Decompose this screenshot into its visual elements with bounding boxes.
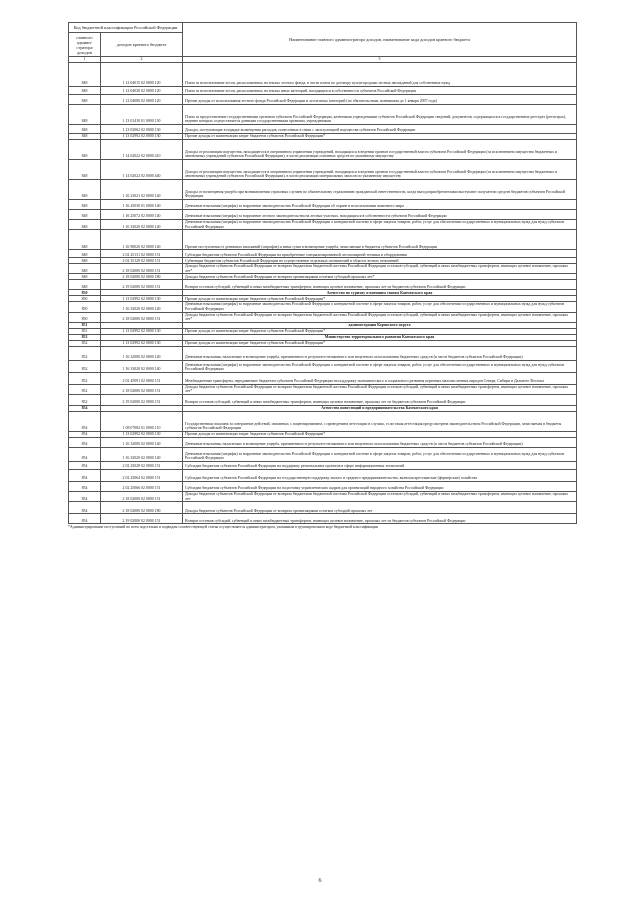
cell-admin-code: 854 — [69, 514, 101, 524]
cell-revenue-code: 2 18 02000 02 0000 151 — [101, 384, 183, 394]
table-row — [69, 210, 577, 220]
cell-admin-code: 854 — [69, 461, 101, 469]
table-row — [69, 360, 577, 372]
revenue-admin-table — [68, 22, 577, 524]
revenue-admin-table-sheet — [68, 22, 576, 530]
cell-revenue-name: Агентство инвестиций и предпринимательства Камчатского края — [183, 405, 577, 411]
cell-revenue-code: 2 02 25066 02 0000 151 — [101, 481, 183, 491]
cell-admin-code: 852 — [69, 394, 101, 405]
cell-revenue-code: 1 13 02992 02 0000 130 — [101, 134, 183, 140]
cell-revenue-code: 2 18 02000 02 0000 180 — [101, 274, 183, 280]
cell-revenue-code: 1 16 33020 02 0000 140 — [101, 360, 183, 372]
cell-admin-code: 848 — [69, 180, 101, 200]
cell-revenue-name: Денежные взыскания (штрафы) за нарушение законодательства Российской Федерации о контрактной системе в сфере закупок товаров, работ, услуг для обеспечения государственных и муниципальных нужд для нужд субъектов Российской Федерации — [183, 302, 577, 312]
cell-admin-code: 851 — [69, 328, 101, 334]
table-row — [69, 180, 577, 200]
cell-revenue-code: 1 12 04030 02 0000 120 — [101, 87, 183, 95]
cell-admin-code: 848 — [69, 140, 101, 160]
cell-revenue-name: Возврат остатков субсидий, субвенций и иных межбюджетных трансфертов, имеющих целевое назначение, прошлых лет из бюджетов субъектов Российской Федерации — [183, 514, 577, 524]
cell-revenue-code: 1 08 07082 01 0000 110 — [101, 411, 183, 431]
table-row — [69, 200, 577, 210]
table-row — [69, 461, 577, 469]
cell-admin-code: 848 — [69, 95, 101, 105]
cell-admin-code: 848 — [69, 258, 101, 264]
cell-revenue-code: 1 13 02992 02 0000 130 — [101, 296, 183, 302]
cell-revenue-code: 1 16 32000 02 0000 140 — [101, 437, 183, 447]
cell-admin-code: 850 — [69, 296, 101, 302]
cell-revenue-name: Доходы бюджетов субъектов Российской Федерации от возврата бюджетами бюджетной системы Российской Федерации остатков субсидий, субвенций и иных межбюджетных трансфертов, имеющих целевое назначение, прошлых лет — [183, 491, 577, 501]
cell-admin-code: 854 — [69, 481, 101, 491]
cell-admin-code: 854 — [69, 411, 101, 431]
cell-revenue-name: Доходы бюджетов субъектов Российской Федерации от возврата бюджетами бюджетной системы Российской Федерации остатков субсидий, субвенций и иных межбюджетных трансфертов, имеющих целевое назначение, прошлых лет* — [183, 264, 577, 274]
cell-revenue-code: 1 16 32000 02 0000 140 — [101, 346, 183, 360]
cell-revenue-name: Прочие доходы от компенсации затрат бюджетов субъектов Российской Федерации* — [183, 296, 577, 302]
cell-revenue-name: Доходы бюджетов субъектов Российской Федерации от возврата бюджетами бюджетной системы Российской Федерации остатков субсидий, субвенций и иных межбюджетных трансфертов, имеющих целевое назначение, прошлых лет* — [183, 384, 577, 394]
cell-revenue-name: Доходы от реализации имущества, находящегося в оперативном управлении учреждений, находящихся в ведении органов государственной власти субъектов Российской Федерации (за исключением имущества бюджетных и автономных учреждений субъектов Российской Федерации), в части реализации основных средств по указанному имуществу — [183, 140, 577, 160]
cell-revenue-code: 2 18 02000 02 0000 151 — [101, 264, 183, 274]
cell-revenue-code: 1 14 02022 02 0000 440 — [101, 160, 183, 180]
table-row — [69, 95, 577, 105]
cell-revenue-name: Прочие поступления от денежных взысканий (штрафов) и иных сумм в возмещение ущерба, зачисляемые в бюджеты субъектов Российской Федерации — [183, 230, 577, 250]
table-row — [69, 491, 577, 501]
cell-revenue-code: 1 16 25072 02 0000 140 — [101, 210, 183, 220]
cell-revenue-name: администрация Корякского округа — [183, 322, 577, 328]
header-col-admin: главного админи-стратора доходов — [69, 33, 101, 57]
header-col-code: доходов краевого бюджета — [101, 33, 183, 57]
header-num-2: 2 — [101, 57, 183, 63]
table-row — [69, 140, 577, 160]
cell-admin-code: 848 — [69, 250, 101, 258]
cell-admin-code: 852 — [69, 346, 101, 360]
cell-revenue-code: 2 19 02000 02 0000 151 — [101, 280, 183, 290]
cell-revenue-name: Плата за предоставление государственными органами субъектов Российской Федерации, казенными учреждениями субъектов Российской Федерации сведений, документов, содержащихся в государственных реестрах (регистрах), ведение которых осуществляется данными государственными органами, учреждениями — [183, 105, 577, 125]
cell-revenue-name: Денежные взыскания (штрафы) за нарушение законодательства Российской Федерации об охране и использовании животного мира — [183, 200, 577, 210]
header-group-title: Код бюджетной классификации Российской Федерации — [69, 23, 183, 33]
cell-revenue-name: Денежные взыскания (штрафы) за нарушение законодательства Российской Федерации о контрактной системе в сфере закупок товаров, работ, услуг для обеспечения государственных и муниципальных нужд для нужд субъектов Российской Федерации — [183, 447, 577, 461]
table-row — [69, 514, 577, 524]
cell-admin-code: 848 — [69, 200, 101, 210]
cell-admin-code: 852 — [69, 340, 101, 346]
cell-admin-code: 848 — [69, 230, 101, 250]
table-row — [69, 346, 577, 360]
table-row — [69, 264, 577, 274]
table-row — [69, 160, 577, 180]
page-number: 6 — [318, 878, 322, 884]
cell-admin-code: 848 — [69, 220, 101, 230]
cell-admin-code: 850 — [69, 290, 101, 296]
cell-revenue-name: Плата за использование лесов, расположенных на землях иных категорий, находящихся в собственности субъектов Российской Федерации — [183, 87, 577, 95]
table-row — [69, 220, 577, 230]
header-col-name: Наименование главного администратора доходов, наименование кода доходов краевого бюджета — [183, 23, 577, 57]
cell-admin-code: 854 — [69, 491, 101, 501]
table-row — [69, 87, 577, 95]
cell-revenue-code: 1 12 04080 02 0000 120 — [101, 95, 183, 105]
cell-revenue-code: 2 19 02000 02 0000 151 — [101, 514, 183, 524]
cell-admin-code: 852 — [69, 360, 101, 372]
table-body — [69, 63, 577, 524]
cell-revenue-name: Субсидии бюджетам субъектов Российской Федерации на государственную поддержку малого и среднего предпринимательства, включая крестьянские (фермерские) хозяйства — [183, 469, 577, 481]
table-row — [69, 312, 577, 322]
cell-admin-code: 852 — [69, 384, 101, 394]
cell-admin-code: 854 — [69, 469, 101, 481]
cell-revenue-name: Возврат остатков субсидий, субвенций и иных межбюджетных трансфертов, имеющих целевое назначение, прошлых лет из бюджетов субъектов Российской Федерации — [183, 280, 577, 290]
cell-revenue-name: Доходы от реализации имущества, находящегося в оперативном управлении учреждений, находящихся в ведении органов государственной власти субъектов Российской Федерации (за исключением имущества бюджетных и автономных учреждений субъектов Российской Федерации), в части реализации материальных запасов по указанному имуществу — [183, 160, 577, 180]
cell-revenue-code: 2 18 02000 02 0000 151 — [101, 491, 183, 501]
cell-revenue-code: 2 18 02000 02 0000 151 — [101, 312, 183, 322]
cell-admin-code: 848 — [69, 210, 101, 220]
cell-admin-code: 851 — [69, 322, 101, 328]
cell-revenue-code: 1 16 33020 02 0000 140 — [101, 302, 183, 312]
table-row — [69, 469, 577, 481]
cell-admin-code: 854 — [69, 502, 101, 514]
table-row — [69, 502, 577, 514]
cell-revenue-name: Денежные взыскания (штрафы) за нарушение законодательства Российской Федерации о контрактной системе в сфере закупок товаров, работ, услуг для обеспечения государственных и муниципальных нужд для нужд субъектов Российской Федерации — [183, 220, 577, 230]
table-row — [69, 411, 577, 431]
cell-revenue-code: 1 16 33020 02 0000 140 — [101, 447, 183, 461]
cell-revenue-code: 1 16 90020 02 0000 140 — [101, 230, 183, 250]
table-row — [69, 437, 577, 447]
cell-revenue-code: 2 02 45091 02 0000 151 — [101, 372, 183, 384]
cell-revenue-name: Прочие доходы от компенсации затрат бюджетов субъектов Российской Федерации* — [183, 431, 577, 437]
cell-revenue-name: Межбюджетные трансферты, передаваемые бюджетам субъектов Российской Федерации на поддержку экономического и социального развития коренных малочисленных народов Севера, Сибири и Дальнего Востока — [183, 372, 577, 384]
table-row — [69, 447, 577, 461]
cell-revenue-name: Прочие доходы от компенсации затрат бюджетов субъектов Российской Федерации* — [183, 134, 577, 140]
cell-revenue-code: 1 13 02992 02 0000 130 — [101, 431, 183, 437]
cell-admin-code: 848 — [69, 134, 101, 140]
table-row — [69, 302, 577, 312]
cell-revenue-code: 2 02 25064 02 0000 151 — [101, 469, 183, 481]
cell-revenue-name: Доходы бюджетов субъектов Российской Федерации от возврата организациями остатков субсидий прошлых лет* — [183, 274, 577, 280]
table-row — [69, 230, 577, 250]
cell-revenue-code: 2 02 35129 02 0000 151 — [101, 258, 183, 264]
cell-revenue-name: Денежные взыскания, налагаемые в возмещение ущерба, причиненного в результате незаконного или нецелевого использования бюджетных средств (в части бюджетов субъектов Российской Федерации) — [183, 437, 577, 447]
cell-revenue-name: Доходы от возмещения ущерба при возникновении страховых случаев по обязательному страхованию гражданской ответственности, когда выгодоприобретателями выступают получатели средств бюджетов субъектов Российской Федерации — [183, 180, 577, 200]
cell-admin-code: 848 — [69, 160, 101, 180]
cell-admin-code: 848 — [69, 125, 101, 134]
cell-revenue-name: Доходы бюджетов субъектов Российской Федерации от возврата организациями остатков субсидий прошлых лет — [183, 502, 577, 514]
cell-revenue-code: 1 13 02062 02 0000 130 — [101, 125, 183, 134]
table-row — [69, 125, 577, 134]
cell-admin-code: 848 — [69, 87, 101, 95]
cell-revenue-name: Прочие доходы от компенсации затрат бюджетов субъектов Российской Федерации* — [183, 328, 577, 334]
table-row — [69, 280, 577, 290]
cell-revenue-name: Денежные взыскания (штрафы) за нарушение законодательства Российской Федерации о контрактной системе в сфере закупок товаров, работ, услуг для обеспечения государственных и муниципальных нужд для нужд субъектов Российской Федерации — [183, 360, 577, 372]
cell-revenue-name: Возврат остатков субсидий, субвенций и иных межбюджетных трансфертов, имеющих целевое назначение, прошлых лет из бюджетов субъектов Российской Федерации — [183, 394, 577, 405]
cell-revenue-code: 1 13 02992 02 0000 130 — [101, 328, 183, 334]
cell-revenue-name: Денежные взыскания (штрафы) за нарушение лесного законодательства на лесных участках, находящихся в собственности субъектов Российской Федерации — [183, 210, 577, 220]
header-num-1: 1 — [69, 57, 101, 63]
cell-revenue-name: Государственная пошлина за совершение действий, связанных с лицензированием, с проведением аттестации в случаях, если такая аттестация предусмотрена законодательством Российской Федерации, зачисляемая в бюджеты субъектов Российской Федерации — [183, 411, 577, 431]
table-row — [69, 394, 577, 405]
table-row — [69, 481, 577, 491]
cell-admin-code: 848 — [69, 63, 101, 87]
table-row — [69, 250, 577, 258]
cell-revenue-code: 1 12 04015 02 0000 120 — [101, 63, 183, 87]
cell-admin-code: 854 — [69, 431, 101, 437]
cell-revenue-name: Министерство территориального развития Камчатского края — [183, 334, 577, 340]
cell-revenue-name: Доходы бюджетов субъектов Российской Федерации от возврата бюджетами бюджетной системы Российской Федерации остатков субсидий, субвенций и иных межбюджетных трансфертов, имеющих целевое назначение, прошлых лет* — [183, 312, 577, 322]
cell-revenue-name: Субвенции бюджетам субъектов Российской Федерации на осуществление отдельных полномочий в области лесных отношений — [183, 258, 577, 264]
cell-revenue-name: Субсидии бюджетам субъектов Российской Федерации на подготовку управленческих кадров для организаций народного хозяйства Российской Федерации — [183, 481, 577, 491]
cell-revenue-code: 1 13 02992 02 0000 130 — [101, 340, 183, 346]
cell-revenue-name: Субсидии бюджетам субъектов Российской Федерации на приобретение специализированной лесопожарной техники и оборудования — [183, 250, 577, 258]
cell-revenue-code: 2 19 02000 02 0000 151 — [101, 394, 183, 405]
footnote: *Администрирование поступлений по всем подстатьям и подвидам соответствующей статьи осуществляется администратором, указанным в группировочном коде бюджетной классификации — [68, 525, 378, 530]
cell-admin-code: 848 — [69, 274, 101, 280]
cell-revenue-code: 2 02 25131 02 0000 151 — [101, 250, 183, 258]
cell-revenue-code: 1 16 25030 01 0000 140 — [101, 200, 183, 210]
cell-revenue-name: Прочие доходы от компенсации затрат бюджетов субъектов Российской Федерации* — [183, 340, 577, 346]
cell-revenue-name: Субсидии бюджетам субъектов Российской Федерации на поддержку региональных проектов в сфере информационных технологий — [183, 461, 577, 469]
cell-revenue-name: Доходы, поступающие в порядке возмещения расходов, понесенных в связи с эксплуатацией имущества субъектов Российской Федерации — [183, 125, 577, 134]
cell-admin-code: 848 — [69, 264, 101, 274]
cell-admin-code: 852 — [69, 372, 101, 384]
table-row — [69, 372, 577, 384]
cell-admin-code: 854 — [69, 405, 101, 411]
cell-revenue-code: 1 16 23021 02 0000 140 — [101, 180, 183, 200]
table-row — [69, 384, 577, 394]
cell-admin-code: 850 — [69, 312, 101, 322]
cell-admin-code: 848 — [69, 105, 101, 125]
cell-revenue-code: 1 14 02022 02 0000 410 — [101, 140, 183, 160]
cell-revenue-name: Плата за использование лесов, расположенных на землях лесного фонда, в части платы по договору купли-продажи лесных насаждений для собственных нужд — [183, 63, 577, 87]
cell-revenue-name: Прочие доходы от использования лесного фонда Российской Федерации и лесов иных категорий (по обязательствам, возникшим до 1 января 2007 года) — [183, 95, 577, 105]
cell-revenue-code: 2 18 02000 02 0000 180 — [101, 502, 183, 514]
cell-admin-code: 854 — [69, 447, 101, 461]
table-row — [69, 63, 577, 87]
cell-revenue-code: 2 02 25028 02 0000 151 — [101, 461, 183, 469]
cell-admin-code: 848 — [69, 280, 101, 290]
cell-admin-code: 854 — [69, 437, 101, 447]
cell-revenue-name: Агентство по туризму и внешним связям Камчатского края — [183, 290, 577, 296]
cell-revenue-code: 1 13 01410 01 0000 130 — [101, 105, 183, 125]
cell-admin-code: 850 — [69, 302, 101, 312]
table-row — [69, 105, 577, 125]
header-num-3: 3 — [183, 57, 577, 63]
cell-admin-code: 852 — [69, 334, 101, 340]
cell-revenue-name: Денежные взыскания, налагаемые в возмещение ущерба, причиненного в результате незаконного или нецелевого использования бюджетных средств (в части бюджетов субъектов Российской Федерации) — [183, 346, 577, 360]
cell-revenue-code: 1 16 33020 02 0000 140 — [101, 220, 183, 230]
